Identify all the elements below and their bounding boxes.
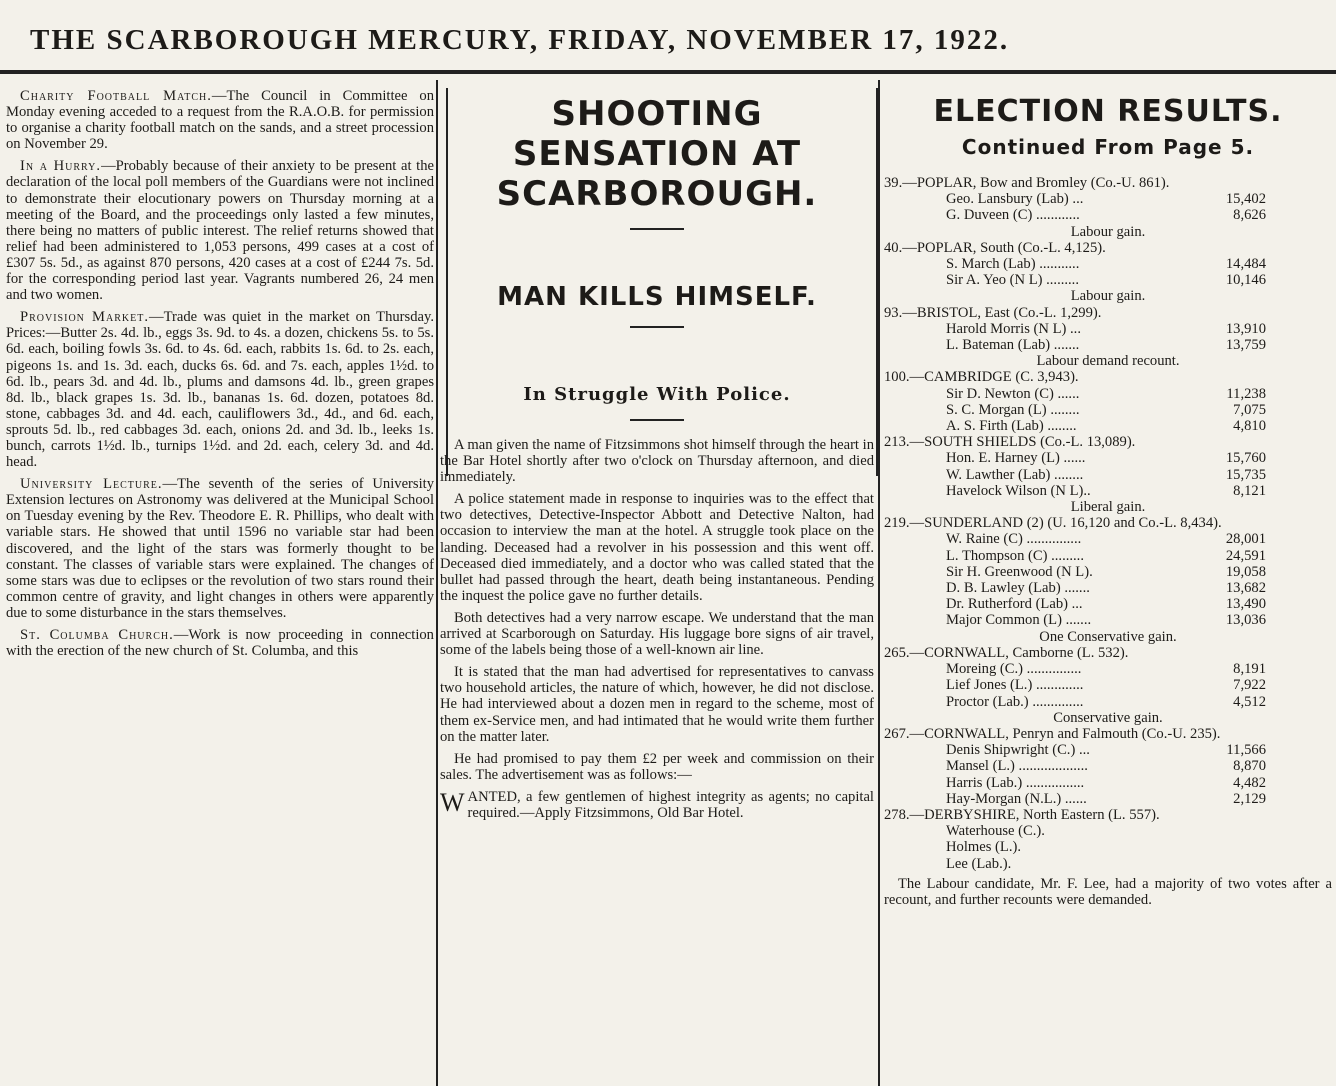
result-block [884, 369, 1332, 434]
item-text: —Probably because of their anxiety to be present at the declaration of the local poll members of the Guardians were not inclined to demonstrate their elocutionary powers on Thursday morning at a meeting of the Board, and the proceedings only lasted a few minutes, there being no matters of public interest. The relief returns showed that relief had been administered to 1,053 persons, 499 cases at a cost of £307 5s. 5d., as against 870 persons, 420 cases at a cost of £244 7s. 5d. for the corresponding period last year. Vagrants numbered 26, 24 men and two women. [6, 158, 434, 304]
candidate-row [946, 418, 1266, 434]
candidate-name: Sir A. Yeo (N L) ......... [946, 272, 1079, 289]
column-rule-right [878, 80, 880, 1086]
candidate-row [946, 661, 1266, 677]
news-item [6, 88, 434, 152]
candidate-name: A. S. Firth (Lab) ........ [946, 418, 1077, 435]
candidate-votes: 7,075 [1233, 401, 1266, 418]
candidate-row [946, 791, 1266, 807]
candidate-votes: 2,129 [1233, 790, 1266, 807]
constituency-heading: 213.—SOUTH SHIELDS (Co.-L. 13,089). [884, 434, 1136, 451]
result-outcome: Conservative gain. [1053, 709, 1163, 726]
candidate-row [946, 272, 1266, 288]
candidate-row [946, 450, 1266, 466]
news-item [6, 309, 434, 470]
item-text: —Trade was quiet in the market on Thursday. Prices:—Butter 2s. 4d. lb., eggs 3s. 9d. to 4s. a dozen, chickens 5s. to 5s. 6d. each, boiling fowls 3s. 6d. to 4s. 6d. each, rabbits 1s. 6d. to 2s. each, pigeons 1s. and 1s. 3d. each, ducks 6s. 6d. and 7s. each, apples 1½d. to 6d. lb., pears 3d. and 4d. lb., plums and damsons 4d. lb., green grapes 8d. lb., black grapes 1s. 3d. lb., bananas 1s. 6d. dozen, potatoes 8d. stone, cabbages 3d. and 4d. each, cauliflowers 3d., 4d., and 6d. each, sprouts 5d. lb., red cabbages 3d. each, onions 2d. and 3d. lb., leeks 1s. bunch, carrots 1½d. lb., turnips 1½d. and 2d. each, celery 3d. and 4d. head. [6, 309, 434, 471]
candidate-name: Lee (Lab.). [946, 855, 1012, 872]
candidate-row [946, 467, 1266, 483]
constituency-heading: 219.—SUNDERLAND (2) (U. 16,120 and Co.-L. 8,434). [884, 515, 1222, 532]
candidate-name: Harold Morris (N L) ... [946, 320, 1081, 337]
candidate-row [946, 677, 1266, 693]
candidate-name: Geo. Lansbury (Lab) ... [946, 191, 1084, 208]
item-lead: Charity Football Match. [20, 88, 212, 104]
candidate-row [946, 402, 1266, 418]
candidate-votes: 4,810 [1233, 418, 1266, 435]
result-block [884, 305, 1332, 370]
article-headline: SHOOTING SENSATION AT SCARBOROUGH. [496, 94, 818, 214]
deck-divider [630, 419, 684, 421]
candidate-name: Sir H. Greenwood (N L). [946, 563, 1093, 580]
candidate-votes: 4,482 [1233, 774, 1266, 791]
masthead-rule [0, 70, 1336, 74]
constituency-heading: 267.—CORNWALL, Penryn and Falmouth (Co.-U. 235). [884, 725, 1221, 742]
results-title: ELECTION RESULTS. [933, 94, 1283, 129]
candidate-name: Harris (Lab.) ................ [946, 774, 1085, 791]
constituency-heading: 40.—POPLAR, South (Co.-L. 4,125). [884, 239, 1106, 256]
candidate-name: Hon. E. Harney (L) ...... [946, 450, 1086, 467]
candidate-votes: 8,870 [1233, 758, 1266, 775]
candidate-votes: 15,735 [1225, 466, 1266, 483]
candidate-name: Waterhouse (C.). [946, 823, 1045, 840]
candidate-row [946, 823, 1266, 839]
candidate-row [946, 548, 1266, 564]
candidate-row [946, 742, 1266, 758]
article-paragraph: Both detectives had a very narrow escape. We understand that the man arrived at Scarborough on Saturday. His luggage bore signs of air travel, some of the labels being those of a well-known air line. [440, 609, 874, 659]
candidate-name: Major Common (L) ....... [946, 612, 1092, 629]
candidate-votes: 13,490 [1225, 596, 1266, 613]
candidate-name: Hay-Morgan (N.L.) ...... [946, 790, 1087, 807]
candidate-votes: 15,760 [1225, 450, 1266, 467]
candidate-row [946, 775, 1266, 791]
item-lead: University Lecture. [20, 476, 163, 493]
article-paragraph: A police statement made in response to inquiries was to the effect that two detectives, Detective-Inspector Abbott and Detective Nalton, had occasion to interview the man at the hotel. A struggle took place on the landing. Deceased had a revolver in his possession and this went off. Deceased died immediately, and a doctor who was called stated that the bullet had passed through the heart, death being instantaneous. Pending the inquest the police gave no further details. [440, 491, 874, 604]
news-item [6, 158, 434, 303]
candidate-votes: 13,036 [1225, 612, 1266, 629]
item-lead: St. Columba Church. [20, 627, 174, 643]
candidate-row [946, 612, 1266, 628]
article-paragraph: A man given the name of Fitzsimmons shot himself through the heart in the Bar Hotel shortly after two o'clock on Thursday afternoon, and died immediately. [440, 437, 874, 486]
result-block [884, 175, 1332, 240]
result-block [884, 240, 1332, 305]
results-footnote: The Labour candidate, Mr. F. Lee, had a majority of two votes after a recount, and further recounts were demanded. [884, 875, 1332, 908]
candidate-votes: 15,402 [1225, 191, 1266, 208]
article-paragraph: It is stated that the man had advertised for representatives to canvass two household articles, the nature of which, however, he did not disclose. He had interviewed about a dozen men in regard to the scheme, most of them ex-Service men, and had intimated that he would write them further on the matter later. [440, 664, 874, 745]
candidate-name: Havelock Wilson (N L).. [946, 482, 1091, 499]
subhead-divider [630, 326, 684, 328]
candidate-row [946, 694, 1266, 710]
candidate-name: Lief Jones (L.) ............. [946, 677, 1084, 694]
middle-column [440, 88, 874, 1086]
constituency-heading: 265.—CORNWALL, Camborne (L. 532). [884, 644, 1129, 661]
article-subhead: MAN KILLS HIMSELF. [497, 282, 817, 312]
item-text: —The seventh of the series of University Extension lectures on Astronomy was delivered at the Municipal School on Tuesday evening by the Rev. Theodore E. R. Phillips, who dealt with variable stars. He showed that until 1596 no variable star had been discovered, and the light of the stars was formerly thought to be constant. The classes of variable stars were explained. The changes of some stars was due to eclipses or the revolution of two stars round their common centre of gravity, and light changes in others were apparently due to some disturbance in the stars themselves. [6, 476, 434, 621]
candidate-row [946, 531, 1266, 547]
constituency-heading: 278.—DERBYSHIRE, North Eastern (L. 557). [884, 806, 1160, 823]
masthead [0, 0, 1336, 78]
candidate-votes: 14,484 [1225, 256, 1266, 273]
candidate-name: Moreing (C.) ............... [946, 661, 1082, 678]
candidate-row [946, 856, 1266, 872]
candidate-votes: 4,512 [1233, 693, 1266, 710]
headline-box-rule-right [876, 88, 878, 476]
candidate-name: W. Lawther (Lab) ........ [946, 466, 1084, 483]
results-list [884, 175, 1332, 872]
candidate-votes: 13,682 [1225, 580, 1266, 597]
candidate-row [946, 207, 1266, 223]
candidate-row [946, 191, 1266, 207]
candidate-votes: 19,058 [1225, 563, 1266, 580]
candidate-row [946, 386, 1266, 402]
constituency-heading: 93.—BRISTOL, East (Co.-L. 1,299). [884, 304, 1102, 321]
candidate-votes: 28,001 [1225, 531, 1266, 548]
candidate-row [946, 580, 1266, 596]
candidate-votes: 10,146 [1225, 272, 1266, 289]
article-paragraph: He had promised to pay them £2 per week and commission on their sales. The advertisement was as follows:— [440, 750, 874, 783]
headline-divider [630, 228, 684, 230]
candidate-name: D. B. Lawley (Lab) ....... [946, 580, 1090, 597]
candidate-votes: 13,759 [1225, 337, 1266, 354]
candidate-votes: 7,922 [1233, 677, 1266, 694]
candidate-row [946, 564, 1266, 580]
candidate-name: Holmes (L.). [946, 839, 1021, 856]
article-deck: In Struggle With Police. [523, 384, 791, 405]
results-subtitle: Continued From Page 5. [961, 135, 1255, 159]
newspaper-masthead: THE SCARBOROUGH MERCURY, FRIDAY, NOVEMBER 17, 1922. [30, 24, 1010, 56]
item-lead: In a Hurry. [20, 158, 102, 175]
result-outcome: Liberal gain. [1070, 499, 1146, 516]
advert-initial: W [440, 787, 465, 817]
item-lead: Provision Market. [20, 309, 150, 326]
item-text: —The Council in Committee on Monday evening acceded to a request from the R.A.O.B. for permission to organise a charity football match on the sands, and a street procession on November 29. [6, 88, 434, 153]
candidate-votes: 13,910 [1225, 320, 1266, 337]
candidate-name: Dr. Rutherford (Lab) ... [946, 596, 1083, 613]
candidate-name: Denis Shipwright (C.) ... [946, 742, 1090, 759]
candidate-row [946, 839, 1266, 855]
candidate-name: G. Duveen (C) ............ [946, 207, 1080, 224]
result-block [884, 434, 1332, 515]
candidate-row [946, 596, 1266, 612]
candidate-name: W. Raine (C) ............... [946, 531, 1082, 548]
result-block [884, 807, 1332, 872]
constituency-heading: 39.—POPLAR, Bow and Bromley (Co.-U. 861). [884, 175, 1170, 191]
left-column [6, 88, 434, 1086]
candidate-row [946, 256, 1266, 272]
advertisement-quote [440, 789, 874, 821]
candidate-votes: 11,238 [1226, 385, 1266, 402]
candidate-row [946, 483, 1266, 499]
candidate-name: L. Bateman (Lab) ....... [946, 337, 1080, 354]
result-outcome: One Conservative gain. [1039, 628, 1177, 645]
advert-text: ANTED, a few gentlemen of highest integrity as agents; no capital required.—Apply Fitzsimmons, Old Bar Hotel. [467, 788, 874, 821]
news-item [6, 476, 434, 621]
item-text: —Work is now proceeding in connection with the erection of the new church of St. Columba, and this [6, 627, 434, 660]
candidate-name: S. C. Morgan (L) ........ [946, 401, 1080, 418]
result-block [884, 645, 1332, 726]
candidate-row [946, 321, 1266, 337]
candidate-votes: 11,566 [1226, 742, 1266, 759]
news-item [6, 627, 434, 659]
result-block [884, 515, 1332, 645]
result-block [884, 726, 1332, 807]
candidate-votes: 8,121 [1233, 482, 1266, 499]
candidate-name: Mansel (L.) ................... [946, 758, 1088, 775]
candidate-name: L. Thompson (C) ......... [946, 547, 1084, 564]
column-rule-left [436, 80, 438, 1086]
right-column [884, 88, 1332, 1086]
result-outcome: Labour demand recount. [1036, 353, 1180, 370]
candidate-votes: 8,191 [1233, 661, 1266, 678]
candidate-name: Sir D. Newton (C) ...... [946, 385, 1080, 402]
candidate-name: S. March (Lab) ........... [946, 256, 1080, 273]
result-outcome: Labour gain. [1070, 223, 1146, 240]
candidate-row [946, 337, 1266, 353]
result-outcome: Labour gain. [1070, 288, 1146, 305]
candidate-row [946, 758, 1266, 774]
candidate-votes: 24,591 [1225, 547, 1266, 564]
candidate-votes: 8,626 [1233, 207, 1266, 224]
constituency-heading: 100.—CAMBRIDGE (C. 3,943). [884, 369, 1079, 386]
candidate-name: Proctor (Lab.) .............. [946, 693, 1084, 710]
